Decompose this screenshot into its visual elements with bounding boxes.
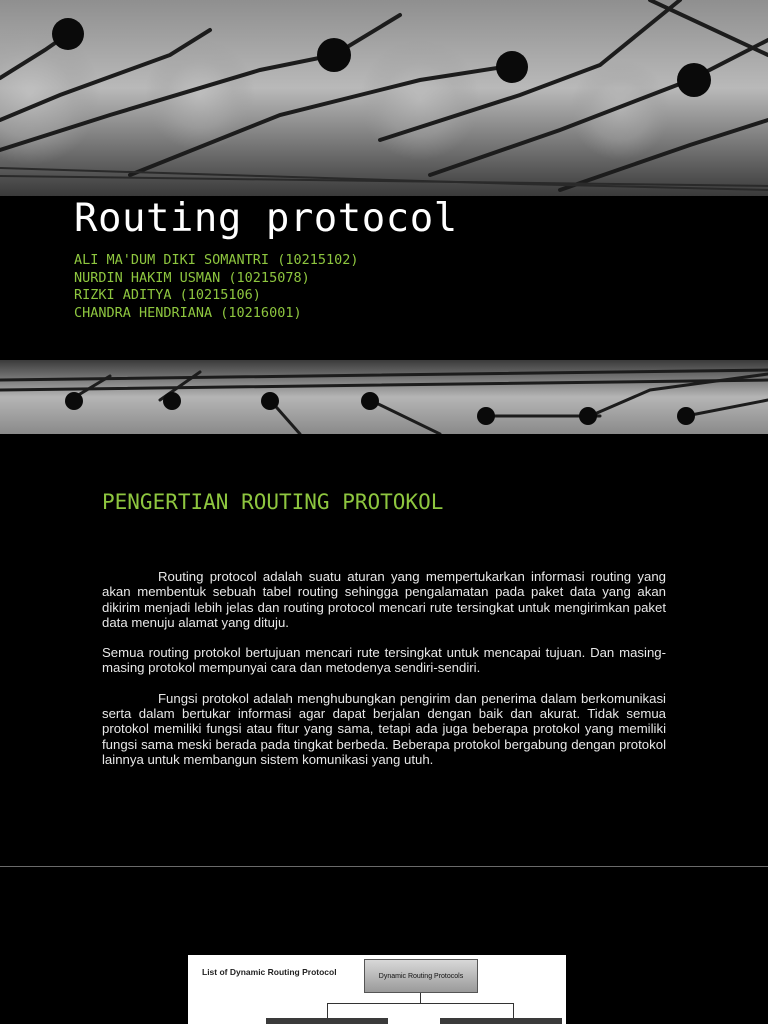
paragraph: Fungsi protokol adalah menghubungkan pengirim dan penerima dalam berkomunikasi serta dalam bertukar informasi agar dapat berjalan dengan baik dan akurat. Tidak semua protokol memiliki fungsi atau fitur yang sama, tetapi ada juga beberapa protokol yang memiliki fungsi sama meski berada pada tingkat berbeda. Beberapa protokol bergabung dengan protokol lainnya untuk membangun sistem komunikasi yang utuh. [102, 690, 666, 767]
diagram-connector [327, 1003, 328, 1018]
author-item: RIZKI ADITYA (10215106) [74, 287, 261, 303]
diagram-connector [513, 1003, 514, 1018]
diagram-title: List of Dynamic Routing Protocol [202, 967, 337, 977]
slide-title: Routing protocol [74, 196, 458, 241]
circuit-banner-top [0, 0, 768, 196]
circuit-banner-bottom [0, 360, 768, 434]
slide-body [102, 569, 666, 782]
paragraph: Routing protocol adalah suatu aturan yang mempertukarkan informasi routing yang akan membentuk sebuah tabel routing sehingga pengalamatan pada paket data yang akan dikirim menjadi lebih jelas dan routing protocol mencari rute tersingkat untuk mengirimkan paket data menuju alamat yang dituju. [102, 569, 666, 630]
routing-protocol-diagram-image [188, 955, 566, 1024]
diagram-connector [327, 1003, 514, 1004]
author-item: CHANDRA HENDRIANA (10216001) [74, 304, 302, 321]
title-slide [0, 0, 768, 434]
diagram-root-box: Dynamic Routing Protocols [364, 959, 478, 993]
diagram-connector [420, 993, 421, 1003]
author-item: ALI MA'DUM DIKI SOMANTRI (10215102) [74, 252, 359, 268]
diagram-slide [0, 866, 768, 1024]
slide-title: PENGERTIAN ROUTING PROTOKOL [102, 490, 444, 514]
paragraph: Semua routing protokol bertujuan mencari rute tersingkat untuk mencapai tujuan. Dan masing-masing protokol mempunyai cara dan metodenya sendiri-sendiri. [102, 645, 666, 676]
author-item: NURDIN HAKIM USMAN (10215078) [74, 269, 310, 286]
diagram-child-box [440, 1018, 562, 1024]
definition-slide [0, 434, 768, 866]
diagram-child-box [266, 1018, 388, 1024]
author-list [74, 252, 358, 322]
